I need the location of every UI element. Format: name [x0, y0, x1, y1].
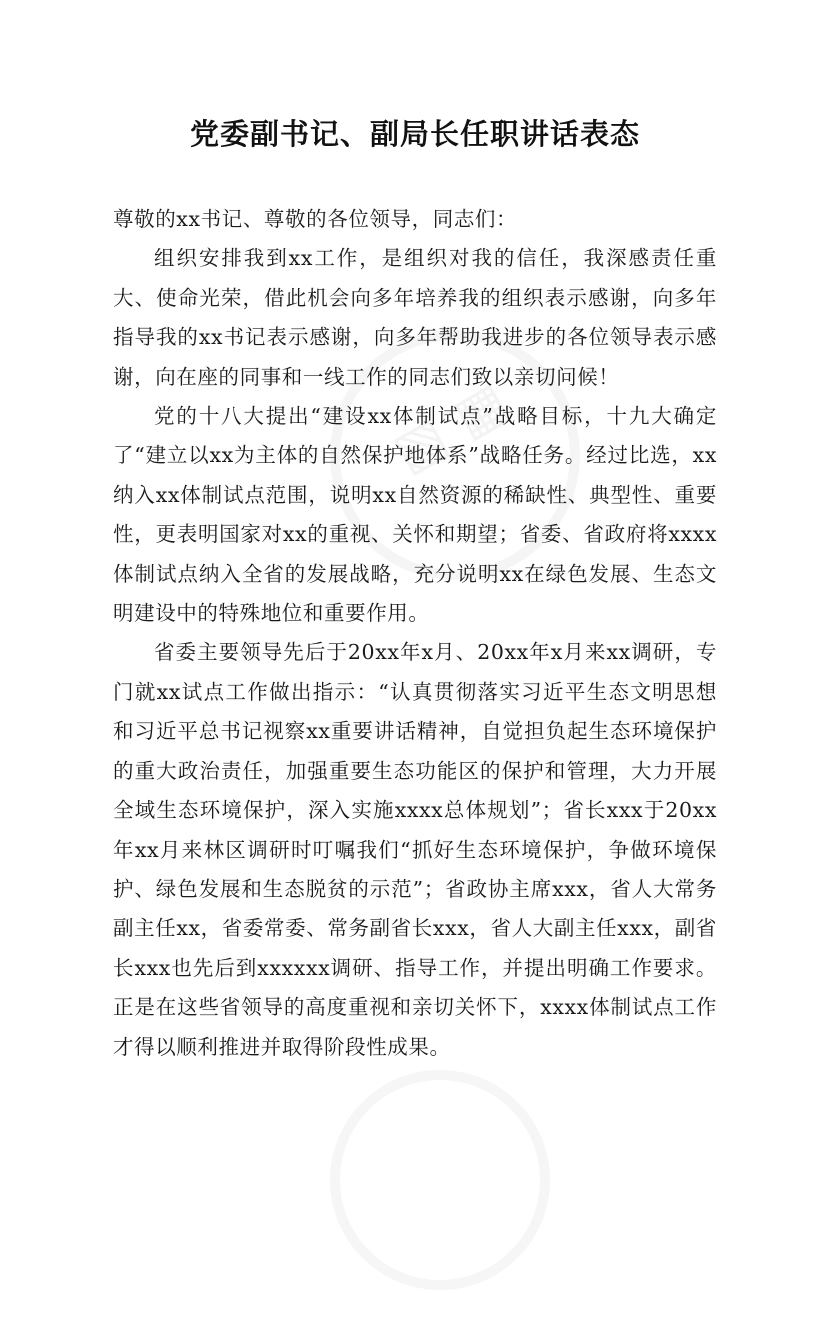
paragraph-strategy: 党的十八大提出“建设xx体制试点”战略目标，十九大确定了“建立以xx为主体的自然保护地体系”战略任务。经过比选，xx纳入xx体制试点范围，说明xx自然资源的稀缺性、典型性、重要性，更表明国家对xx的重视、关怀和期望；省委、省政府将xxxx体制试点纳入全省的发展战略，充分说明xx在绿色发展、生态文明建设中的特殊地位和重要作用。	[113, 404, 717, 626]
document-body	[113, 200, 717, 1067]
salutation: 尊敬的xx书记、尊敬的各位领导，同志们：	[113, 207, 518, 231]
paragraph-leadership-visits: 省委主要领导先后于20xx年x月、20xx年x月来xx调研，专门就xx试点工作做出指示：“认真贯彻落实习近平生态文明思想和习近平总书记视察xx重要讲话精神，自觉担负起生态环境保护的重大政治责任，加强重要生态功能区的保护和管理，大力开展全域生态环境保护，深入实施xxxx总体规划”；省长xxx于20xx年xx月来林区调研时叮嘱我们“抓好生态环境保护，争做环境保护、绿色发展和生态脱贫的示范”；省政协主席xxx，省人大常务副主任xx，省委常委、常务副省长xxx，省人大副主任xxx，副省长xxx也先后到xxxxxx调研、指导工作，并提出明确工作要求。正是在这些省领导的高度重视和亲切关怀下，xxxx体制试点工作才得以顺利推进并取得阶段性成果。	[113, 640, 717, 1059]
watermark-mark: ▧ ▦	[381, 369, 519, 484]
watermark-seal-bottom	[290, 1030, 591, 1330]
paragraph-gratitude: 组织安排我到xx工作，是组织对我的信任，我深感责任重大、使命光荣，借此机会向多年培养我的组织表示感谢，向多年指导我的xx书记表示感谢，向多年帮助我进步的各位领导表示感谢，向在座的同事和一线工作的同志们致以亲切问候！	[113, 246, 717, 389]
document-title: 党委副书记、副局长任职讲话表态	[189, 117, 640, 151]
